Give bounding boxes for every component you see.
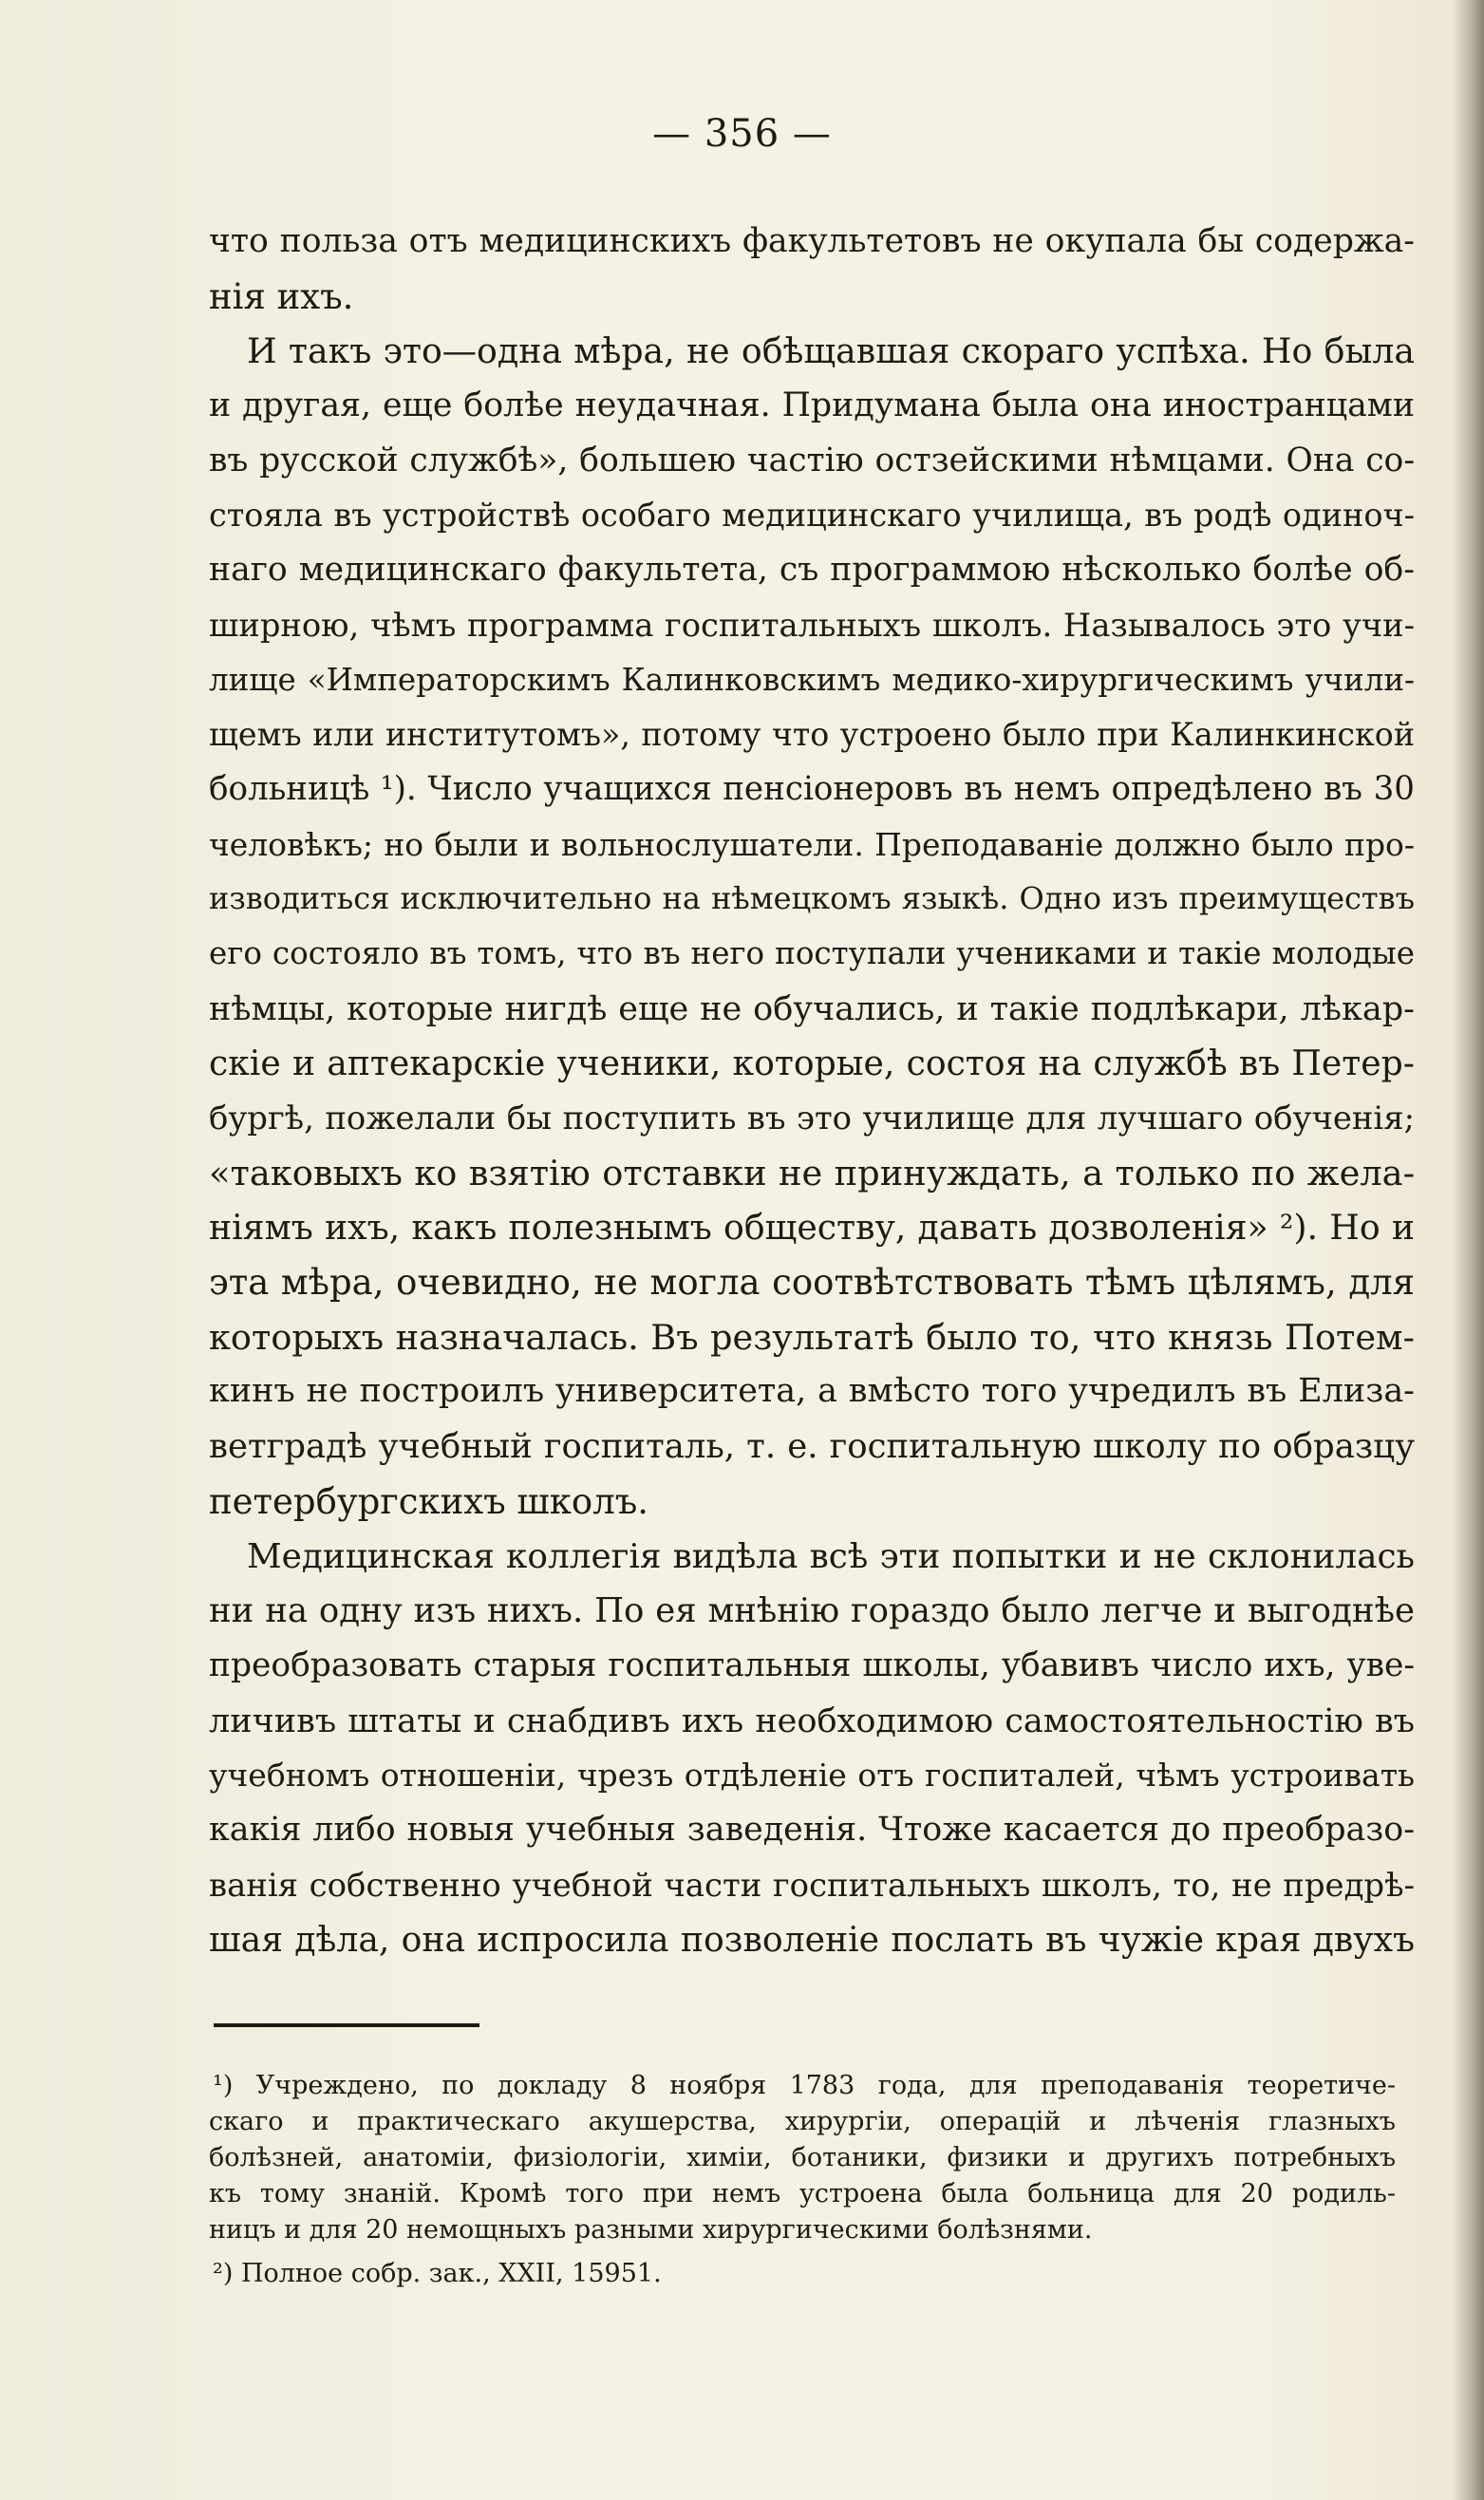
main-text [209, 215, 1415, 1967]
text-line: что польза отъ медицинскихъ факультетовъ не окупала бы содержа- [209, 222, 1415, 260]
footnote-line: ²) Полное собр. зак., XXII, 15951. [213, 2259, 662, 2288]
text-line: человѣкъ; но были и вольнослушатели. Преподаваніе должно было про- [209, 825, 1415, 863]
text-line: наго медицинскаго факультета, съ программою нѣсколько болѣе об- [209, 551, 1415, 590]
text-line: ширною, чѣмъ программа госпитальныхъ школъ. Называлось это учи- [209, 606, 1415, 644]
text-line: ветградѣ учебный госпиталь, т. е. госпитальную школу по образцу [209, 1427, 1415, 1467]
footnote-line: скаго и практическаго акушерства, хирургіи, операцій и лѣченія глазныхъ [209, 2107, 1396, 2136]
footnotes [209, 2068, 1396, 2292]
text-line: ни на одну изъ нихъ. По ея мнѣнію гораздо было легче и выгоднѣе [209, 1591, 1415, 1631]
text-line: ванія собственно учебной части госпитальныхъ школъ, то, не предрѣ- [209, 1866, 1415, 1904]
footnote-line: ¹) Учреждено, по докладу 8 ноября 1783 года, для преподаванія теоретиче- [213, 2071, 1396, 2100]
footnote-separator [214, 2023, 479, 2027]
text-line: шая дѣла, она испросила позволеніе послать въ чужіе края двухъ [209, 1919, 1415, 1961]
text-line: изводиться исключительно на нѣмецкомъ языкѣ. Одно изъ преимуществъ [209, 880, 1415, 917]
text-line: бургѣ, пожелали бы поступить въ это училище для лучшаго обученія; [209, 1100, 1415, 1137]
text-line: и другая, еще болѣе неудачная. Придумана была она иностранцами [209, 386, 1415, 425]
page-binding-shadow [1452, 0, 1484, 2500]
text-line: эта мѣра, очевидно, не могла соотвѣтствовать тѣмъ цѣлямъ, для [209, 1262, 1415, 1304]
text-line: учебномъ отношеніи, чрезъ отдѣленіе отъ госпиталей, чѣмъ устроивать [209, 1757, 1415, 1795]
text-line: Медицинская коллегія видѣла всѣ эти попытки и не склонилась [247, 1536, 1415, 1576]
text-line: И такъ это—одна мѣра, не обѣщавшая скораго успѣха. Но была [247, 330, 1415, 372]
text-line: которыхъ назначалась. Въ результатѣ было то, что князь Потем- [209, 1316, 1415, 1358]
text-line: лище «Императорскимъ Калинковскимъ медико-хирургическимъ учили- [209, 661, 1415, 698]
text-line: его состояло въ томъ, что въ него поступали учениками и такіе молодые [209, 934, 1415, 971]
text-line: стояла въ устройствѣ особаго медицинскаго училища, въ родѣ одиноч- [209, 497, 1415, 535]
text-line: въ русской службѣ», большею частію остзейскими нѣмцами. Она со- [209, 441, 1415, 479]
text-line: ніямъ ихъ, какъ полезнымъ обществу, давать дозволенія» ²). Но и [209, 1207, 1415, 1249]
footnote-line: ницъ и для 20 немощныхъ разными хирургическими болѣзнями. [209, 2215, 1093, 2245]
text-line: преобразовать старыя госпитальныя школы, убавивъ число ихъ, уве- [209, 1645, 1415, 1684]
text-line: петербургскихъ школъ. [209, 1480, 649, 1522]
page-number: — 356 — [652, 112, 832, 156]
text-line: нія ихъ. [209, 275, 354, 317]
footnote-line: къ тому знаній. Кромѣ того при немъ устроена была больница для 20 родиль- [209, 2179, 1396, 2209]
text-line: скіе и аптекарскіе ученики, которые, состоя на службѣ въ Петер- [209, 1043, 1415, 1084]
text-line: какія либо новыя учебныя заведенія. Чтоже касается до преобразо- [209, 1810, 1415, 1849]
text-line: кинъ не построилъ университета, а вмѣсто того учредилъ въ Елиза- [209, 1372, 1415, 1411]
footnote-line: болѣзней, анатоміи, физіологіи, химіи, ботаники, физики и другихъ потребныхъ [209, 2143, 1396, 2172]
text-line: больницѣ ¹). Число учащихся пенсіонеровъ въ немъ опредѣлено въ 30 [209, 769, 1415, 808]
text-line: личивъ штаты и снабдивъ ихъ необходимою самостоятельностію въ [209, 1701, 1415, 1740]
text-line: нѣмцы, которые нигдѣ еще не обучались, и такіе подлѣкари, лѣкар- [209, 988, 1415, 1028]
text-line: щемъ или институтомъ», потому что устроено было при Калинкинской [209, 716, 1415, 754]
text-line: «таковыхъ ко взятію отставки не принуждать, а только по жела- [209, 1152, 1415, 1194]
